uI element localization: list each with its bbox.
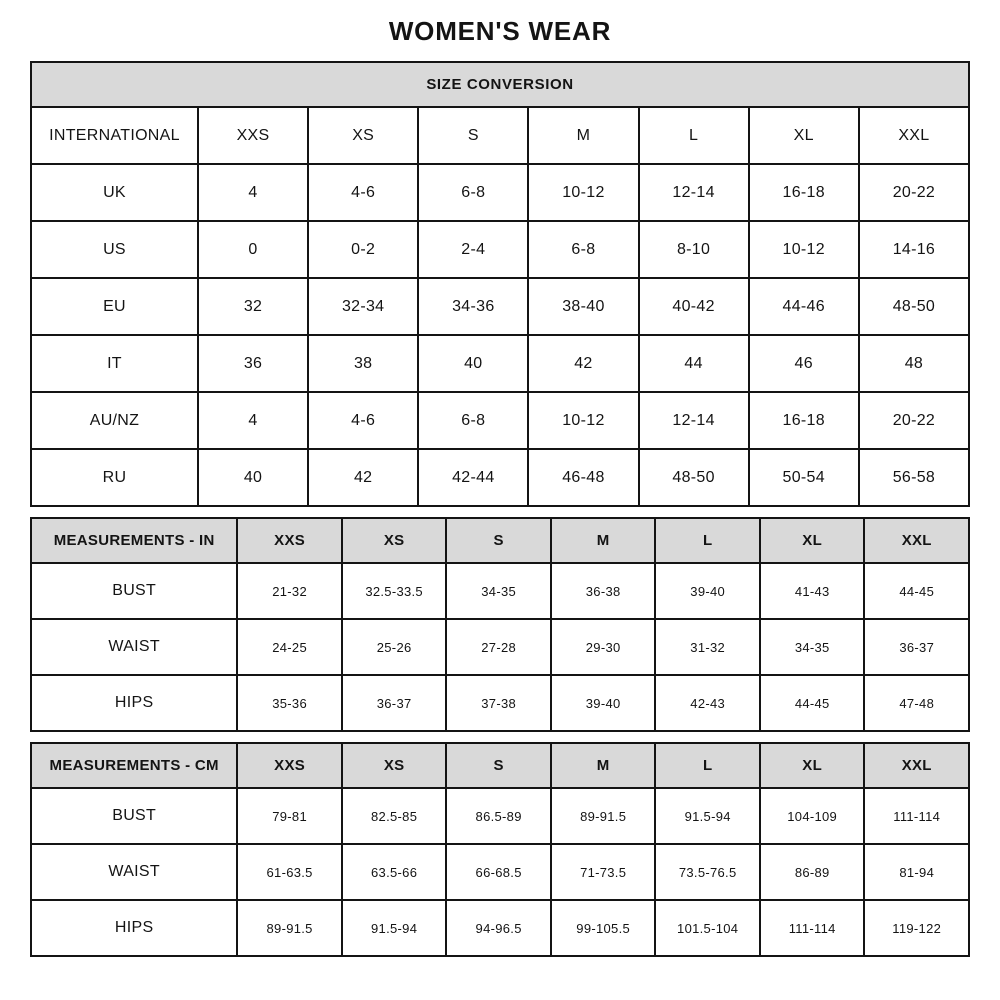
table-cell: 6-8 [418, 164, 528, 221]
table-cell: 31-32 [655, 619, 760, 675]
row-label: EU [31, 278, 198, 335]
table-cell: 36 [198, 335, 308, 392]
size-header: M [551, 743, 656, 788]
measurements-in-table [30, 517, 970, 732]
table-cell: 27-28 [446, 619, 551, 675]
row-label: HIPS [31, 900, 237, 956]
table-cell: 47-48 [864, 675, 969, 731]
table-cell: 4-6 [308, 164, 418, 221]
row-label: HIPS [31, 675, 237, 731]
size-header: XS [342, 518, 447, 563]
table-cell: 82.5-85 [342, 788, 447, 844]
table-cell: 29-30 [551, 619, 656, 675]
row-label: UK [31, 164, 198, 221]
table-cell: 40 [198, 449, 308, 506]
measurements-header-label: MEASUREMENTS - IN [31, 518, 237, 563]
table-cell: 12-14 [639, 164, 749, 221]
table-row [31, 619, 969, 675]
table-cell: 4 [198, 164, 308, 221]
table-cell: 34-35 [760, 619, 865, 675]
size-header: M [551, 518, 656, 563]
table-cell: 89-91.5 [237, 900, 342, 956]
row-label: US [31, 221, 198, 278]
table-cell: 39-40 [655, 563, 760, 619]
size-header: XL [760, 743, 865, 788]
size-header: S [446, 743, 551, 788]
table-row [31, 788, 969, 844]
size-header: XXS [237, 518, 342, 563]
table-cell: 0-2 [308, 221, 418, 278]
measurements-in-body [31, 518, 969, 731]
table-cell: 44-45 [760, 675, 865, 731]
table-cell: 10-12 [528, 392, 638, 449]
table-header-row [31, 743, 969, 788]
page-title: WOMEN'S WEAR [388, 16, 612, 46]
table-cell: 36-37 [864, 619, 969, 675]
size-header: XXS [237, 743, 342, 788]
row-label: WAIST [31, 619, 237, 675]
table-row [31, 278, 969, 335]
row-label: BUST [31, 563, 237, 619]
table-row [31, 107, 969, 164]
table-cell: 38-40 [528, 278, 638, 335]
table-cell: 111-114 [760, 900, 865, 956]
table-cell: 44-45 [864, 563, 969, 619]
row-label: INTERNATIONAL [31, 107, 198, 164]
table-cell: 42 [308, 449, 418, 506]
table-cell: 20-22 [859, 164, 969, 221]
table-cell: 91.5-94 [342, 900, 447, 956]
size-conversion-body [31, 62, 969, 506]
table-row [31, 449, 969, 506]
table-cell: 8-10 [639, 221, 749, 278]
table-cell: S [418, 107, 528, 164]
size-header: L [655, 518, 760, 563]
table-cell: 32 [198, 278, 308, 335]
table-cell: M [528, 107, 638, 164]
table-cell: 4-6 [308, 392, 418, 449]
table-cell: 86-89 [760, 844, 865, 900]
table-cell: 12-14 [639, 392, 749, 449]
table-cell: 39-40 [551, 675, 656, 731]
table-cell: 0 [198, 221, 308, 278]
row-label: IT [31, 335, 198, 392]
table-cell: 20-22 [859, 392, 969, 449]
table-cell: 101.5-104 [655, 900, 760, 956]
table-cell: 119-122 [864, 900, 969, 956]
size-header: S [446, 518, 551, 563]
table-cell: 86.5-89 [446, 788, 551, 844]
table-cell: 42-44 [418, 449, 528, 506]
table-cell: 35-36 [237, 675, 342, 731]
measurements-cm-body [31, 743, 969, 956]
table-cell: 91.5-94 [655, 788, 760, 844]
table-cell: 44-46 [749, 278, 859, 335]
table-cell: 40-42 [639, 278, 749, 335]
table-cell: 79-81 [237, 788, 342, 844]
table-row [31, 900, 969, 956]
table-cell: 48-50 [639, 449, 749, 506]
table-cell: 66-68.5 [446, 844, 551, 900]
table-cell: 46 [749, 335, 859, 392]
table-cell: 40 [418, 335, 528, 392]
size-header: XXL [864, 518, 969, 563]
measurements-cm-table [30, 742, 970, 957]
table-row [31, 844, 969, 900]
size-header: L [655, 743, 760, 788]
table-cell: 41-43 [760, 563, 865, 619]
table-cell: 6-8 [528, 221, 638, 278]
table-cell: 48 [859, 335, 969, 392]
table-cell: XXL [859, 107, 969, 164]
table-cell: 44 [639, 335, 749, 392]
table-cell: 50-54 [749, 449, 859, 506]
table-cell: 89-91.5 [551, 788, 656, 844]
table-cell: 10-12 [749, 221, 859, 278]
table-cell: 73.5-76.5 [655, 844, 760, 900]
row-label: AU/NZ [31, 392, 198, 449]
table-cell: 81-94 [864, 844, 969, 900]
table-cell: 6-8 [418, 392, 528, 449]
size-conversion-table [30, 61, 970, 507]
table-cell: 94-96.5 [446, 900, 551, 956]
table-banner-label: SIZE CONVERSION [31, 62, 969, 107]
row-label: WAIST [31, 844, 237, 900]
table-cell: 46-48 [528, 449, 638, 506]
table-cell: 34-36 [418, 278, 528, 335]
table-cell: 48-50 [859, 278, 969, 335]
table-cell: 21-32 [237, 563, 342, 619]
table-cell: 38 [308, 335, 418, 392]
table-cell: 24-25 [237, 619, 342, 675]
table-cell: L [639, 107, 749, 164]
table-cell: 56-58 [859, 449, 969, 506]
table-cell: 37-38 [446, 675, 551, 731]
table-header-row [31, 518, 969, 563]
table-row [31, 563, 969, 619]
table-row [31, 164, 969, 221]
row-label: BUST [31, 788, 237, 844]
table-cell: 34-35 [446, 563, 551, 619]
table-cell: 61-63.5 [237, 844, 342, 900]
table-cell: 16-18 [749, 164, 859, 221]
table-cell: 36-38 [551, 563, 656, 619]
table-cell: XXS [198, 107, 308, 164]
table-cell: 4 [198, 392, 308, 449]
table-row [31, 335, 969, 392]
table-cell: 10-12 [528, 164, 638, 221]
table-row [31, 675, 969, 731]
table-cell: 14-16 [859, 221, 969, 278]
table-cell: 71-73.5 [551, 844, 656, 900]
table-cell: 63.5-66 [342, 844, 447, 900]
table-cell: 32.5-33.5 [342, 563, 447, 619]
table-cell: 2-4 [418, 221, 528, 278]
size-header: XL [760, 518, 865, 563]
table-cell: 25-26 [342, 619, 447, 675]
table-cell: XL [749, 107, 859, 164]
table-cell: 42 [528, 335, 638, 392]
table-row [31, 221, 969, 278]
table-banner-row [31, 62, 969, 107]
table-cell: 36-37 [342, 675, 447, 731]
table-cell: 32-34 [308, 278, 418, 335]
table-cell: 99-105.5 [551, 900, 656, 956]
table-cell: 104-109 [760, 788, 865, 844]
table-cell: 111-114 [864, 788, 969, 844]
table-cell: 16-18 [749, 392, 859, 449]
size-header: XS [342, 743, 447, 788]
size-header: XXL [864, 743, 969, 788]
table-cell: XS [308, 107, 418, 164]
measurements-header-label: MEASUREMENTS - CM [31, 743, 237, 788]
row-label: RU [31, 449, 198, 506]
table-cell: 42-43 [655, 675, 760, 731]
table-row [31, 392, 969, 449]
